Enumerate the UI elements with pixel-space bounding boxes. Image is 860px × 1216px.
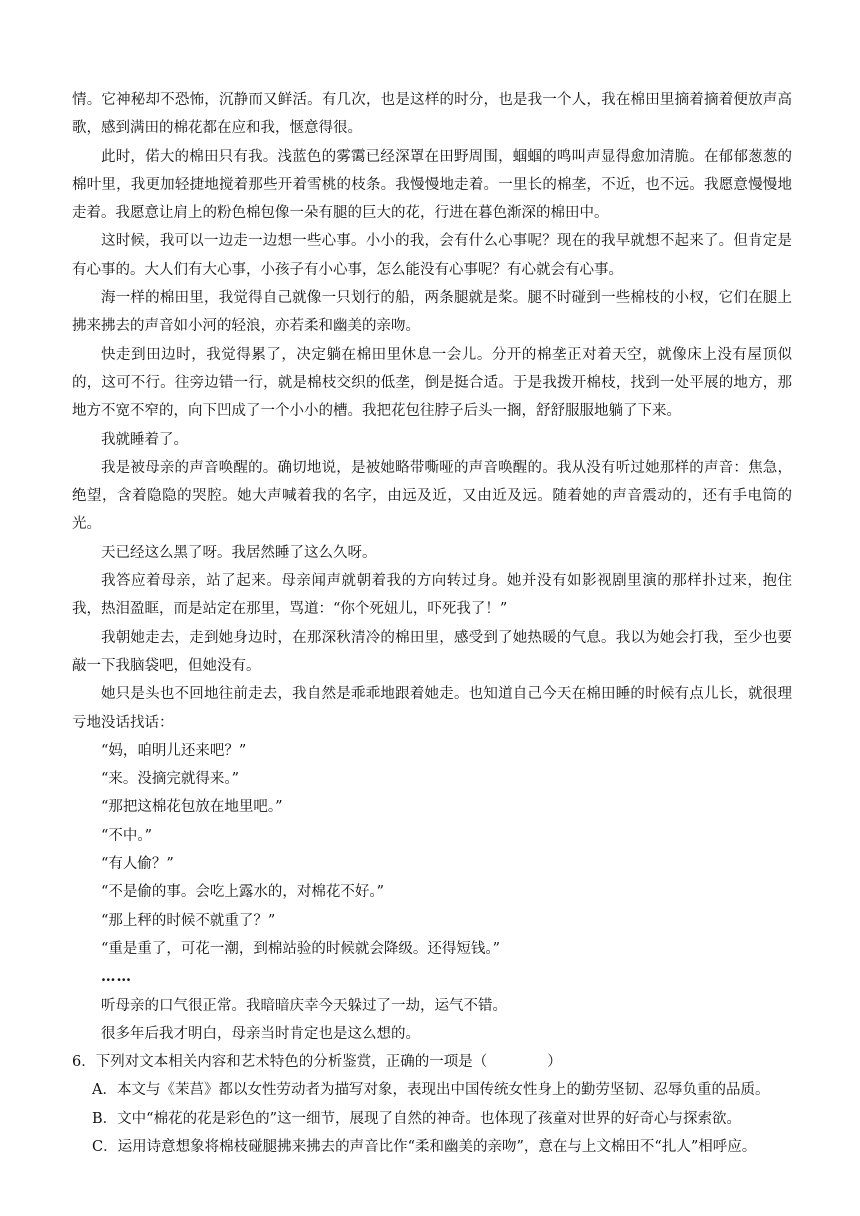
paragraph: 这时候，我可以一边走一边想一些心事。小小的我，会有什么心事呢？现在的我早就想不起来了。但肯定是有心事的。大人们有大心事，小孩子有小心事，怎么能没有心事呢？有心就会有心事。 <box>72 233 792 278</box>
option-a: A．本文与《茉莒》都以女性劳动者为描写对象，表现出中国传统女性身上的勤劳坚韧、忍辱负重的品质。 <box>92 1082 770 1099</box>
dialogue-line: “妈，咱明儿还来吧？” <box>101 742 247 759</box>
question-stem <box>72 1048 792 1076</box>
paragraph: 情。它神秘却不恐怖，沉静而又鲜活。有几次，也是这样的时分，也是我一个人，我在棉田里摘着摘着便放声高歌，感到满田的棉花都在应和我，惬意得很。 <box>72 92 792 137</box>
dialogue-line: “重是重了，可花一潮，到棉站验的时候就会降级。还得短钱。” <box>101 940 501 957</box>
paragraph: 她只是头也不回地往前走去，我自然是乖乖地跟着她走。也知道自己今天在棉田睡的时候有点儿长，就很理亏地没话找话： <box>72 686 792 731</box>
dialogue-line: “不中。” <box>101 827 153 844</box>
dialogue-line: “来。没摘完就得来。” <box>101 771 240 788</box>
paragraph: 此时，偌大的棉田只有我。浅蓝色的雾霭已经深罩在田野周围，蝈蝈的鸣叫声显得愈加清脆。在郁郁葱葱的棉叶里，我更加轻捷地搅着那些开着雪桃的枝条。我慢慢地走着。一里长的棉垄，不近，也不远。我愿意慢慢地走着。我愿意让肩上的粉色棉包像一朵有腿的巨大的花，行进在暮色渐深的棉田中。 <box>72 148 792 222</box>
paragraph: 我就睡着了。 <box>101 431 188 448</box>
paragraph: 我是被母亲的声音唤醒的。确切地说，是被她略带嘶哑的声音唤醒的。我从没有听过她那样的声音：焦急，绝望，含着隐隐的哭腔。她大声喊着我的名字，由远及近，又由近及远。随着她的声音震动的，还有手电筒的光。 <box>72 459 792 533</box>
dialogue-line: “那把这棉花包放在地里吧。” <box>101 799 283 816</box>
ellipsis-line: …… <box>101 968 132 986</box>
option-b: B．文中“棉花的花是彩色的”这一细节，展现了自然的神奇。也体现了孩童对世界的好奇心与探索欲。 <box>92 1110 741 1127</box>
passage-body <box>72 86 792 1048</box>
paragraph: 天已经这么黑了呀。我居然睡了这么久呀。 <box>101 544 377 561</box>
question-block <box>72 1048 792 1161</box>
question-stem-end: ） <box>547 1054 562 1071</box>
question-stem-text: 6．下列对文本相关内容和艺术特色的分析鉴赏，正确的一项是（ <box>72 1054 488 1071</box>
paragraph: 我朝她走去，走到她身边时，在那深秋清冷的棉田里，感受到了她热暖的气息。我以为她会打我，至少也要敲一下我脑袋吧，但她没有。 <box>72 629 792 674</box>
dialogue-line: “那上秤的时候不就重了？” <box>101 912 276 929</box>
paragraph: 我答应着母亲，站了起来。母亲闻声就朝着我的方向转过身。她并没有如影视剧里演的那样扑过来，抱住我，热泪盈眶，而是站定在那里，骂道：“你个死妞儿，吓死我了！” <box>72 573 792 618</box>
option-c: C．运用诗意想象将棉枝碰腿拂来拂去的声音比作“柔和幽美的亲吻”，意在与上文棉田不“扎人”相呼应。 <box>92 1138 757 1155</box>
dialogue-line: “有人偷？” <box>101 856 174 873</box>
paragraph: 很多年后我才明白，母亲当时肯定也是这么想的。 <box>101 1025 420 1042</box>
paragraph: 听母亲的口气很正常。我暗暗庆幸今天躲过了一劫，运气不错。 <box>101 997 507 1014</box>
paragraph: 海一样的棉田里，我觉得自己就像一只划行的船，两条腿就是桨。腿不时碰到一些棉枝的小杈，它们在腿上拂来拂去的声音如小河的轻浪，亦若柔和幽美的亲吻。 <box>72 290 792 335</box>
paragraph: 快走到田边时，我觉得累了，决定躺在棉田里休息一会儿。分开的棉垄正对着天空，就像床上没有屋顶似的，这可不行。往旁边错一行，就是棉枝交织的低垄，倒是挺合适。于是我拨开棉枝，找到一处平展的地方，那地方不宽不窄的，向下凹成了一个小小的槽。我把花包往脖子后头一搁，舒舒服服地躺了下来。 <box>72 346 792 420</box>
dialogue-line: “不是偷的事。会吃上露水的，对棉花不好。” <box>101 884 385 901</box>
